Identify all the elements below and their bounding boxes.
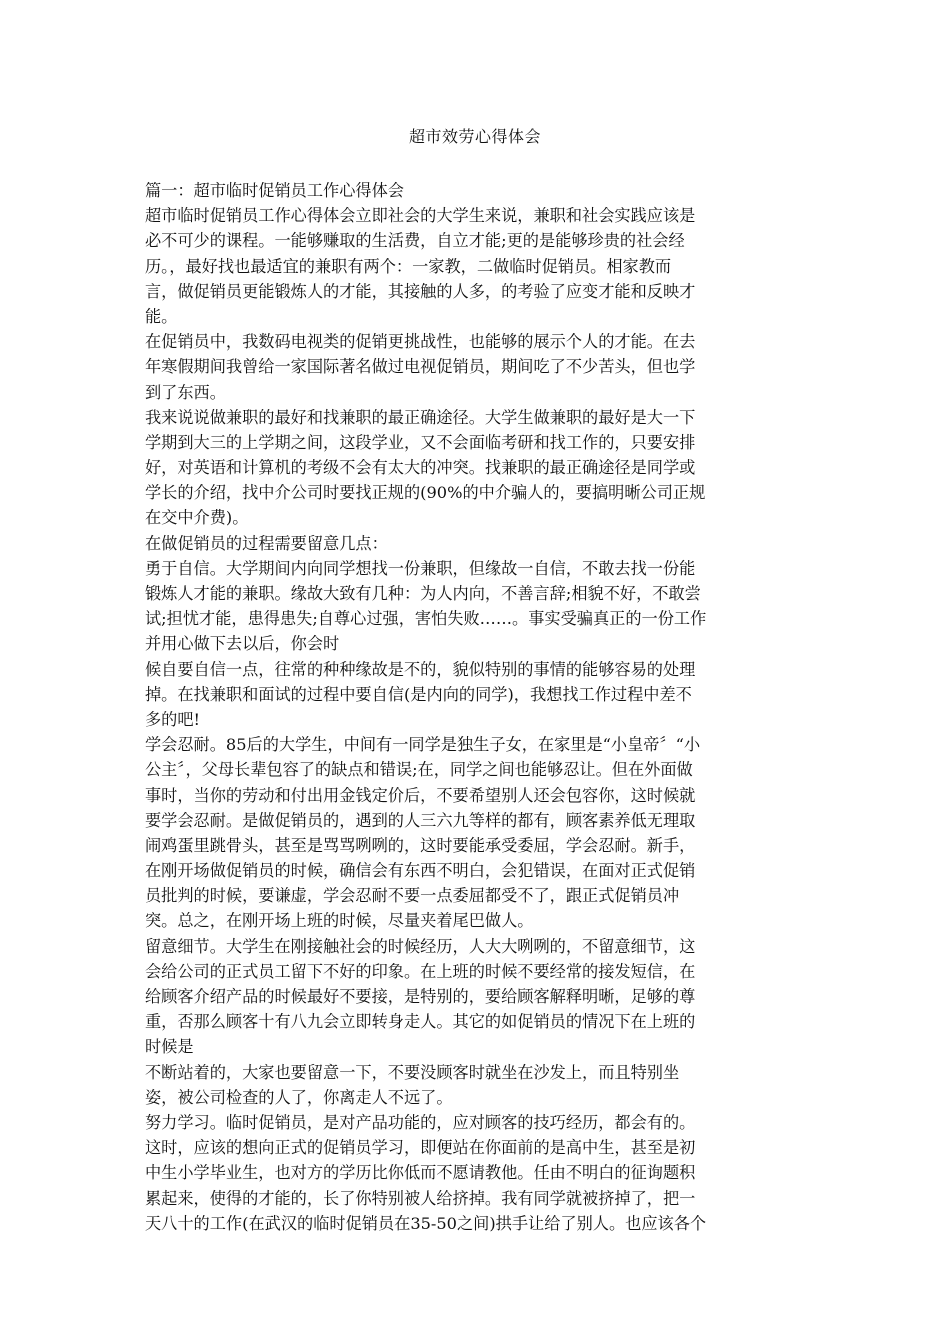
text-line: 事时，当你的劳动和付出用金钱定价后，不要希望别人还会包容你，这时候就 [145,785,696,805]
text-line: 我来说说做兼职的最好和找兼职的最正确途径。大学生做兼职的最好是大一下 [145,407,696,427]
text-line: 姿，被公司检查的人了，你离走人不远了。 [145,1087,453,1107]
text-line: 要学会忍耐。是做促销员的，遇到的人三六九等样的都有，顾客素养低无理取 [145,810,696,830]
text-line: 累起来，使得的才能的，长了你特别被人给挤掉。我有同学就被挤掉了，把一 [145,1188,696,1208]
text-line: 年寒假期间我曾给一家国际著名做过电视促销员，期间吃了不少苦头，但也学 [145,357,696,377]
text-line: 留意细节。大学生在刚接触社会的时候经历，人大大咧咧的，不留意细节，这 [145,936,696,956]
text-line: 试;担忧才能，患得患失;自尊心过强，害怕失败……。事实受骗真正的一份工作 [145,609,707,629]
text-line: 学期到大三的上学期之间，这段学业，又不会面临考研和找工作的，只要安排 [145,432,696,452]
document-body [145,178,809,1236]
text-line: 时候是 [145,1037,194,1057]
text-line: 篇一：超市临时促销员工作心得体会 [145,181,404,200]
text-line: 到了东西。 [145,382,226,402]
text-line: 给顾客介绍产品的时候最好不要接，是特别的，要给顾客解释明晰，足够的尊 [145,987,696,1006]
text-line: 公主〞，父母长辈包容了的缺点和错误;在，同学之间也能够忍让。但在外面做 [145,760,693,780]
text-line: 必不可少的课程。一能够赚取的生活费，自立才能;更的是能够珍贵的社会经 [145,231,685,251]
text-line: 闹鸡蛋里跳骨头，甚至是骂骂咧咧的，这时要能承受委屈，学会忍耐。新手， [145,835,696,855]
text-line: 突。总之，在刚开场上班的时候，尽量夹着尾巴做人。 [145,911,534,931]
text-line: 员批判的时候，要谦虚，学会忍耐不要一点委屈都受不了，跟正式促销员冲 [145,886,680,906]
text-line: 不断站着的，大家也要留意一下，不要没顾客时就坐在沙发上，而且特别坐 [145,1062,680,1082]
text-line: 勇于自信。大学期间内向同学想找一份兼职，但缘故一自信，不敢去找一份能 [145,558,696,578]
text-line: 天八十的工作(在武汉的临时促销员在35-50之间)拱手让给了别人。也应该各个 [145,1213,707,1233]
text-line: 历。，最好找也最适宜的兼职有两个：一家教，二做临时促销员。相家教而 [145,256,672,276]
text-line: 在刚开场做促销员的时候，确信会有东西不明白，会犯错误，在面对正式促销 [145,861,696,881]
text-line: 中生小学毕业生，也对方的学历比你低而不愿请教他。任由不明白的征询题积 [145,1163,696,1183]
text-line: 多的吧! [145,709,201,729]
text-line: 超市临时促销员工作心得体会立即社会的大学生来说，兼职和社会实践应该是 [145,206,696,226]
text-line: 好，对英语和计算机的考级不会有太大的冲突。找兼职的最正确途径是同学或 [145,458,696,478]
text-line: 言，做促销员更能锻炼人的才能，其接触的人多，的考验了应变才能和反映才 [145,281,696,301]
document-title: 超市效劳心得体会 [408,127,541,146]
text-line: 在促销员中，我数码电视类的促销更挑战性，也能够的展示个人的才能。在去 [145,332,696,352]
text-line: 在交中介费)。 [145,508,249,528]
text-line: 重，否那么顾客十有八九会立即转身走人。其它的如促销员的情况下在上班的 [145,1012,696,1032]
text-line: 锻炼人才能的兼职。缘故大致有几种：为人内向，不善言辞;相貌不好，不敢尝 [145,584,701,603]
text-line: 并用心做下去以后，你会时 [145,634,340,654]
text-line: 学会忍耐。85后的大学生，中间有一同学是独生子女，在家里是“小皇帝〞“小 [145,735,701,755]
text-line: 能。 [145,306,178,326]
text-line: 候自要自信一点，往常的种种缘故是不的，貌似特别的事情的能够容易的处理 [145,659,696,679]
text-line: 这时，应该的想向正式的促销员学习，即便站在你面前的是高中生，甚至是初 [145,1138,696,1158]
text-line: 努力学习。临时促销员，是对产品功能的，应对顾客的技巧经历，都会有的。 [145,1112,696,1132]
text-line: 在做促销员的过程需要留意几点： [145,533,388,553]
text-line: 掉。在找兼职和面试的过程中要自信(是内向的同学)，我想找工作过程中差不 [145,684,692,704]
text-line: 会给公司的正式员工留下不好的印象。在上班的时候不要经常的接发短信，在 [145,961,696,981]
text-line: 学长的介绍，找中介公司时要找正规的(90%的中介骗人的，要搞明晰公司正规 [145,483,706,503]
